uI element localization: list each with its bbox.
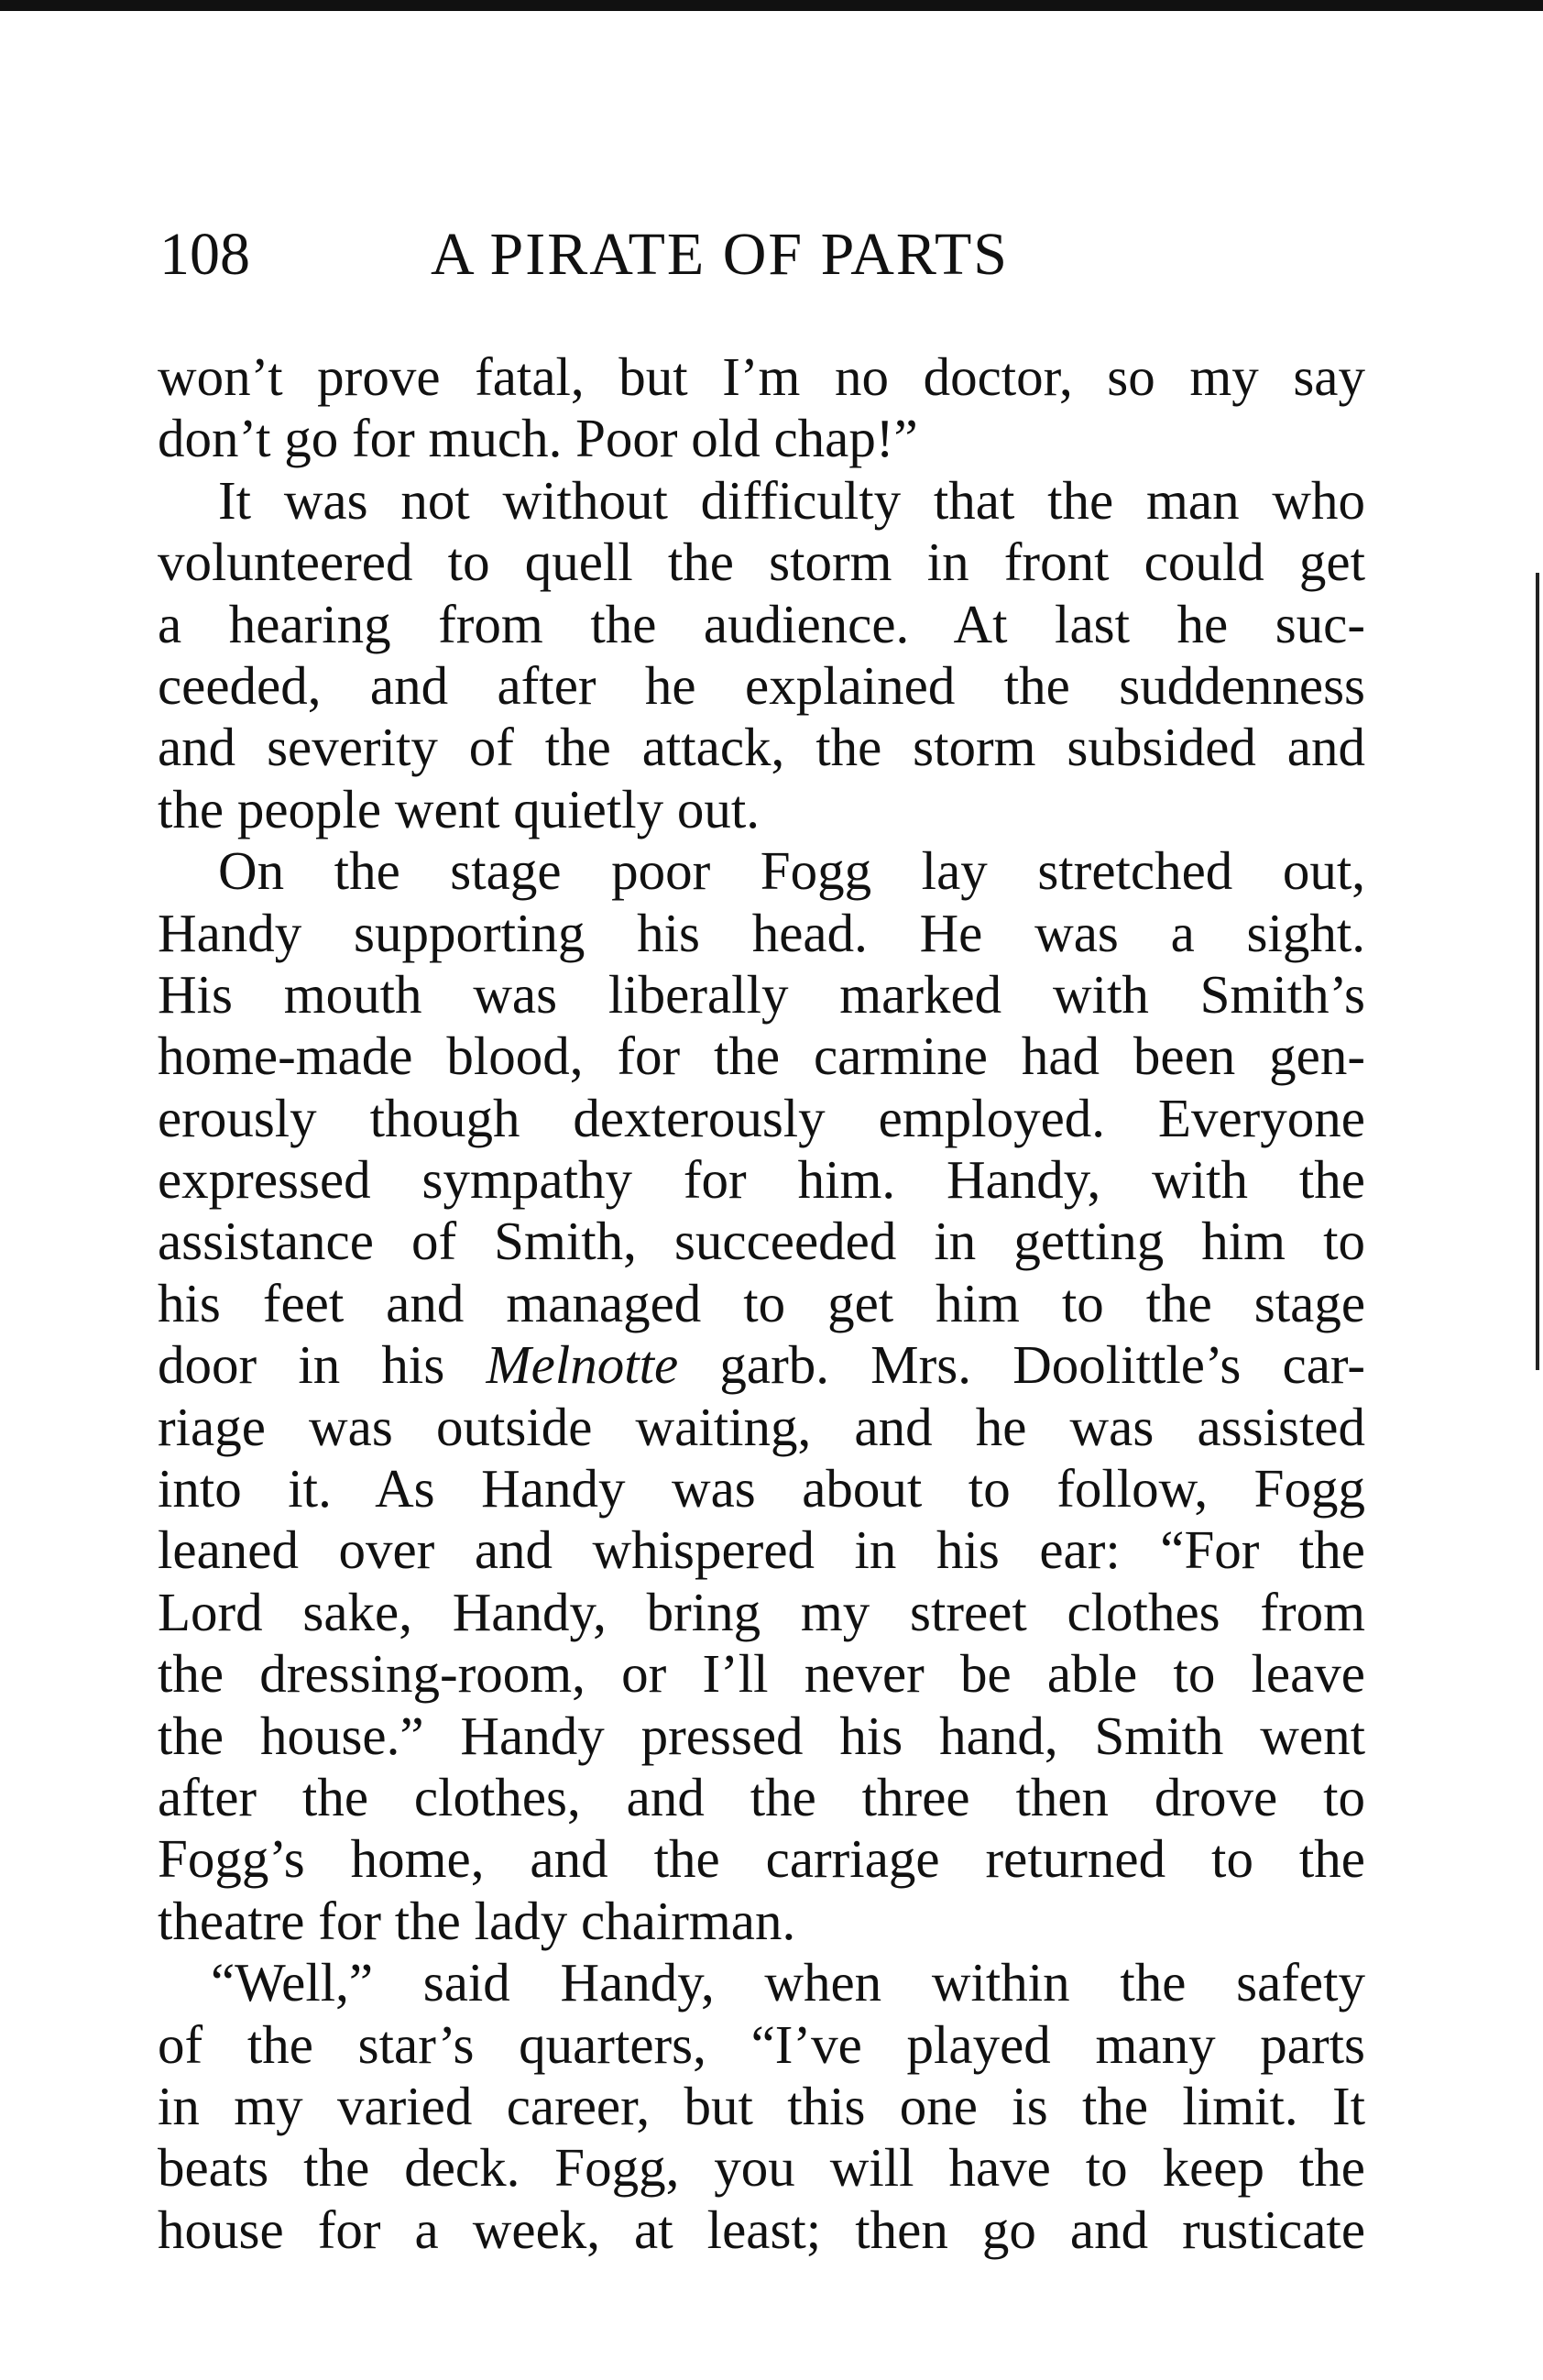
- text-line: won’t prove fatal, but I’m no doctor, so my say: [158, 346, 1365, 407]
- text-line: “Well,” said Handy, when within the safety: [211, 1952, 1365, 2013]
- text-line: house for a week, at least; then go and rusticate: [158, 2199, 1365, 2260]
- text-line-segment: door in his: [158, 1334, 487, 1396]
- text-line: His mouth was liberally marked with Smith’s: [158, 963, 1365, 1025]
- top-border-rule: [0, 0, 1543, 11]
- text-line: riage was outside waiting, and he was assisted: [158, 1396, 1365, 1457]
- text-line: [158, 1334, 1365, 1396]
- text-line: Lord sake, Handy, bring my street clothes from: [158, 1581, 1365, 1642]
- text-line: leaned over and whispered in his ear: “For the: [158, 1519, 1365, 1581]
- text-line: home-made blood, for the carmine had been gen-: [158, 1025, 1365, 1087]
- text-line: don’t go for much. Poor old chap!”: [158, 408, 918, 469]
- text-line: Fogg’s home, and the carriage returned to the: [158, 1828, 1365, 1890]
- text-line: and severity of the attack, the storm subsided and: [158, 717, 1365, 778]
- text-line: Handy supporting his head. He was a sight.: [158, 902, 1365, 963]
- text-line: the house.” Handy pressed his hand, Smith went: [158, 1705, 1365, 1766]
- page-text: [158, 346, 1365, 2261]
- text-line: theatre for the lady chairman.: [158, 1890, 796, 1951]
- text-line: It was not without difficulty that the man who: [218, 469, 1365, 531]
- text-line: expressed sympathy for him. Handy, with the: [158, 1149, 1365, 1211]
- text-line: On the stage poor Fogg lay stretched out,: [218, 840, 1365, 902]
- text-line: assistance of Smith, succeeded in getting him to: [158, 1211, 1365, 1272]
- text-line: a hearing from the audience. At last he suc-: [158, 593, 1365, 654]
- text-line: in my varied career, but this one is the limit. It: [158, 2075, 1365, 2136]
- text-line: beats the deck. Fogg, you will have to keep the: [158, 2137, 1365, 2199]
- text-line: volunteered to quell the storm in front could get: [158, 532, 1365, 593]
- running-head: [159, 218, 1378, 291]
- text-line: his feet and managed to get him to the stage: [158, 1272, 1365, 1333]
- text-line: ceeded, and after he explained the suddenness: [158, 654, 1365, 716]
- text-line: the people went quietly out.: [158, 778, 761, 839]
- right-margin-rule: [1536, 573, 1539, 1370]
- text-line: into it. As Handy was about to follow, Fogg: [158, 1458, 1365, 1519]
- book-title: A PIRATE OF PARTS: [431, 221, 1009, 288]
- text-line: after the clothes, and the three then drove to: [158, 1766, 1365, 1827]
- text-line-segment: garb. Mrs. Doolittle’s car-: [678, 1334, 1365, 1396]
- text-line: of the star’s quarters, “I’ve played many parts: [158, 2013, 1365, 2075]
- text-line: erously though dexterously employed. Everyone: [158, 1087, 1365, 1148]
- text-line: the dressing-room, or I’ll never be able to leave: [158, 1643, 1365, 1705]
- page-number: 108: [159, 221, 250, 288]
- italic-role-name: Melnotte: [486, 1334, 679, 1396]
